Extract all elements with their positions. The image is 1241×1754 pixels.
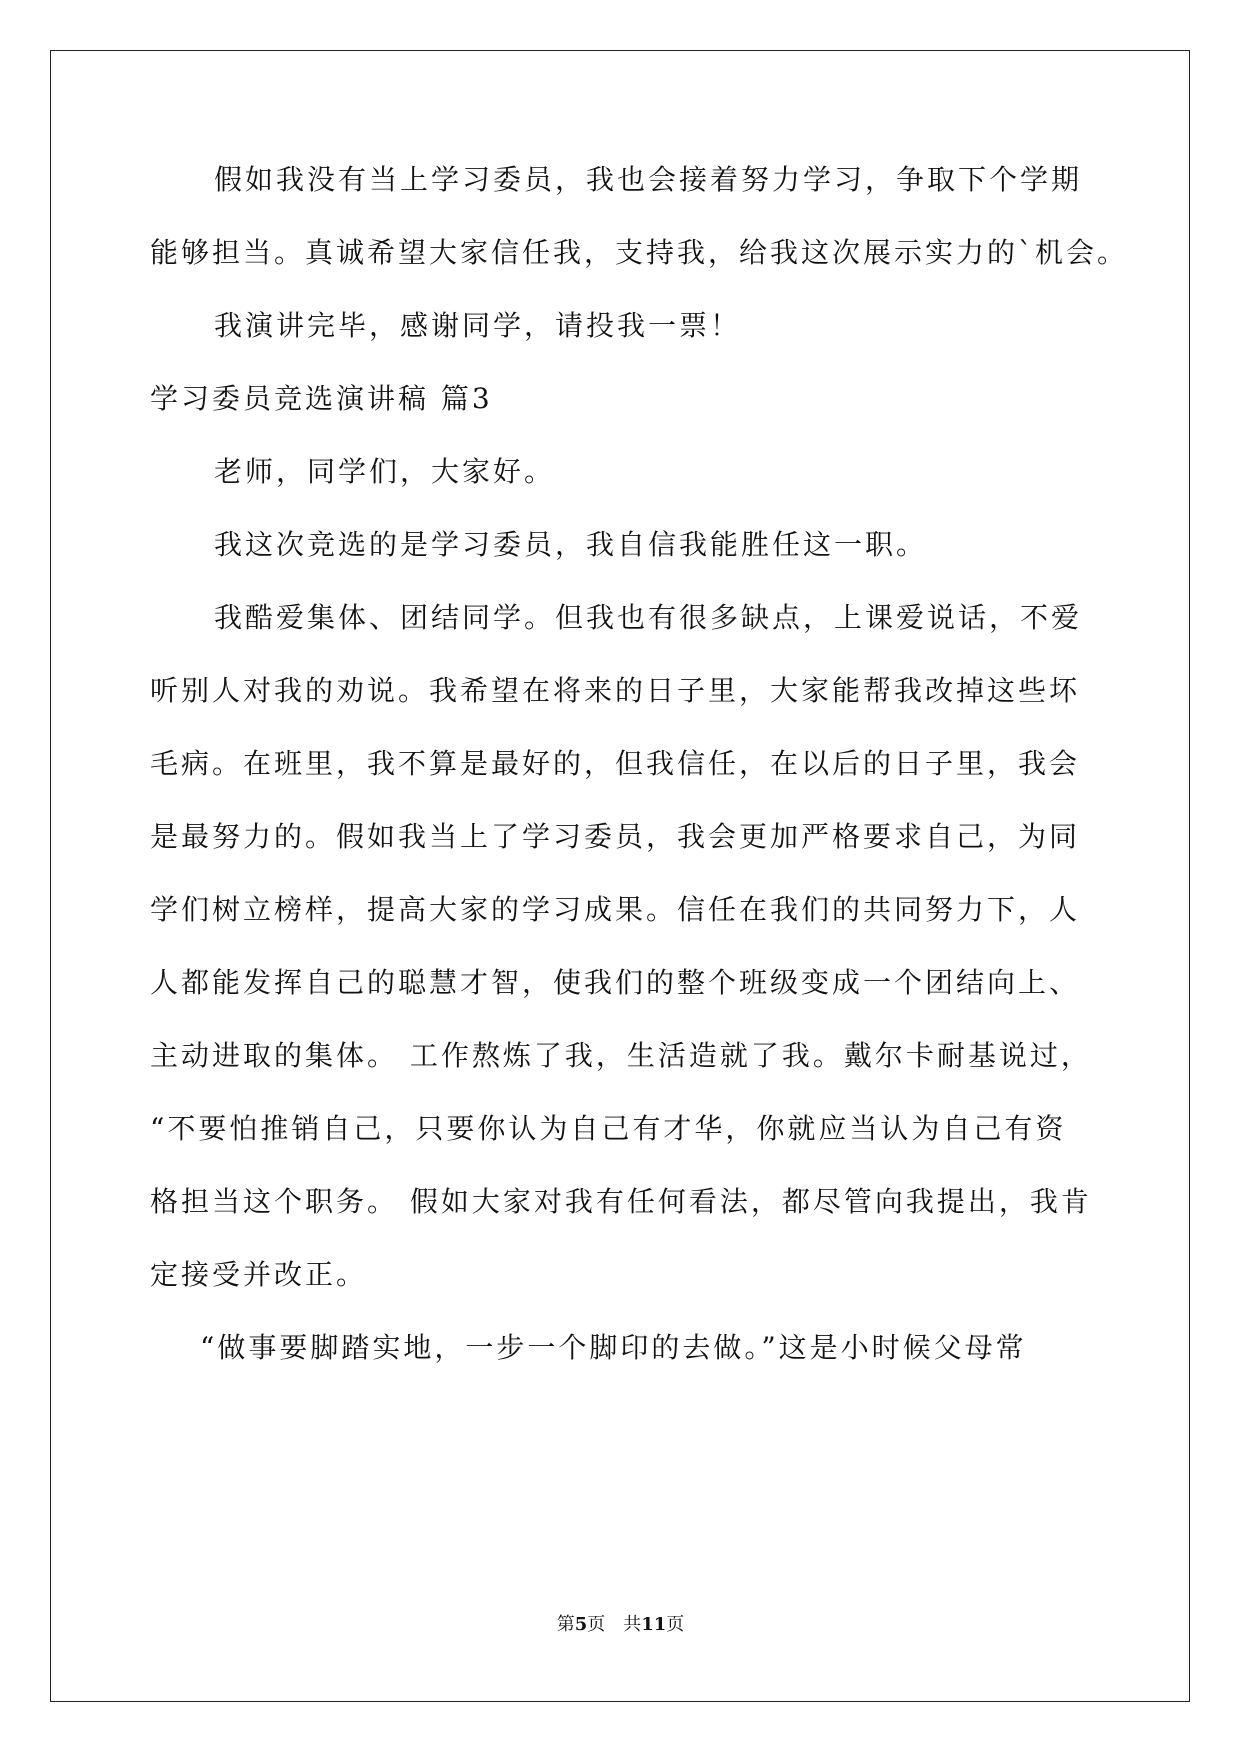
footer-page-suffix: 页 — [666, 1614, 685, 1635]
paragraph-line: 定接受并改正。 — [150, 1258, 368, 1291]
page-footer — [0, 1613, 1241, 1637]
paragraph-line: “不要怕推销自己，只要你认为自己有才华，你就应当认为自己有资 — [150, 1112, 1067, 1145]
paragraph-line: “做事要脚踏实地，一步一个脚印的去做。”这是小时候父母常 — [200, 1331, 1027, 1364]
paragraph-line: 我这次竞选的是学习委员，我自信我能胜任这一职。 — [214, 528, 928, 561]
paragraph-line: 我酷爱集体、团结同学。但我也有很多缺点，上课爱说话，不爱 — [214, 601, 1083, 634]
section-heading: 学习委员竞选演讲稿 篇3 — [150, 382, 493, 415]
footer-page-number: 5 — [574, 1614, 588, 1635]
paragraph-line: 听别人对我的劝说。我希望在将来的日子里，大家能帮我改掉这些坏 — [150, 674, 1081, 707]
footer-page-prefix: 第 — [556, 1614, 575, 1635]
paragraph-line: 学们树立榜样，提高大家的学习成果。信任在我们的共同努力下，人 — [150, 893, 1081, 926]
paragraph-line: 老师，同学们，大家好。 — [214, 455, 556, 488]
paragraph-line: 人都能发挥自己的聪慧才智，使我们的整个班级变成一个团结向上、 — [150, 966, 1081, 999]
paragraph-line: 格担当这个职务。 假如大家对我有任何看法，都尽管向我提出，我肯 — [150, 1185, 1092, 1218]
paragraph-line: 主动进取的集体。 工作熬炼了我，生活造就了我。戴尔卡耐基说过， — [150, 1039, 1092, 1072]
paragraph-line: 能够担当。真诚希望大家信任我，支持我，给我这次展示实力的`机会。 — [150, 236, 1129, 269]
footer-page-total: 11 — [641, 1614, 667, 1635]
paragraph-line: 是最努力的。假如我当上了学习委员，我会更加严格要求自己，为同 — [150, 820, 1081, 853]
paragraph-line: 毛病。在班里，我不算是最好的，但我信任，在以后的日子里，我会 — [150, 747, 1081, 780]
paragraph-line: 我演讲完毕，感谢同学，请投我一票！ — [214, 309, 742, 342]
page-border — [50, 50, 1190, 1702]
footer-page-mid: 页 共 — [587, 1614, 642, 1635]
paragraph-line: 假如我没有当上学习委员，我也会接着努力学习，争取下个学期 — [214, 163, 1083, 196]
